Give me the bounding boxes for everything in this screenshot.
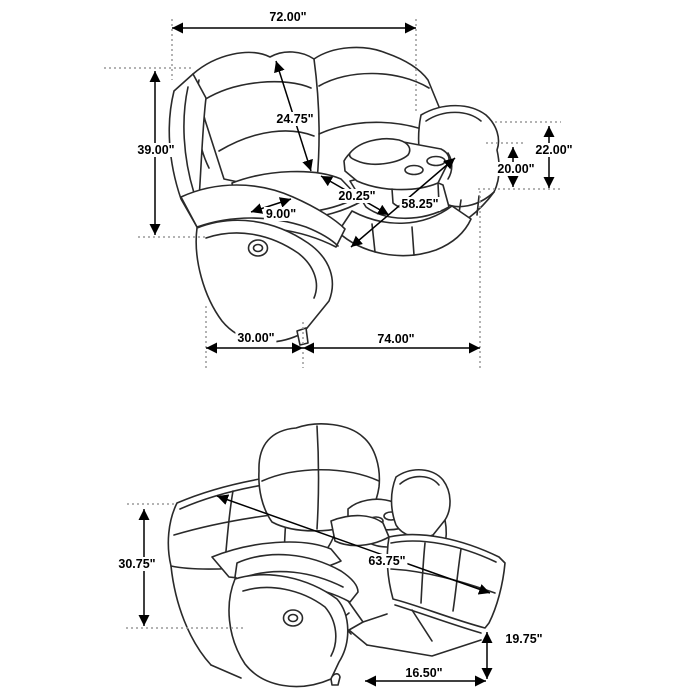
- dim-label-back-cushion: 24.75": [276, 112, 314, 126]
- dim-label-overall-width: 72.00": [269, 10, 307, 24]
- dim-label-seat-width: 58.25": [401, 197, 439, 211]
- sofa-foot: [331, 674, 340, 685]
- dim-label-reclined-length: 63.75": [368, 554, 406, 568]
- extended-footrest: [387, 535, 505, 633]
- dim-label-overall-height: 39.00": [137, 143, 175, 157]
- dim-label-base-depth: 30.00": [237, 331, 275, 345]
- dim-label-reclined-height: 30.75": [118, 557, 156, 571]
- dim-label-armrest-width: 9.00": [265, 207, 297, 221]
- dim-label-arm-height: 22.00": [535, 143, 573, 157]
- left-arm-reclined: [171, 555, 358, 687]
- upright-view: [169, 47, 499, 345]
- cup-holder-icon: [427, 157, 445, 166]
- dim-label-base-width: 74.00": [377, 332, 415, 346]
- dim-label-footrest-depth: 16.50": [405, 666, 443, 680]
- reclined-view: [168, 424, 505, 687]
- cup-holder-icon: [405, 166, 423, 175]
- dim-label-footrest-height: 19.75": [505, 632, 543, 646]
- power-recline-button-icon: [284, 610, 303, 626]
- dim-label-seat-depth: 20.25": [338, 189, 376, 203]
- dim-label-console-height: 20.00": [497, 162, 535, 176]
- power-recline-button-icon: [249, 240, 268, 256]
